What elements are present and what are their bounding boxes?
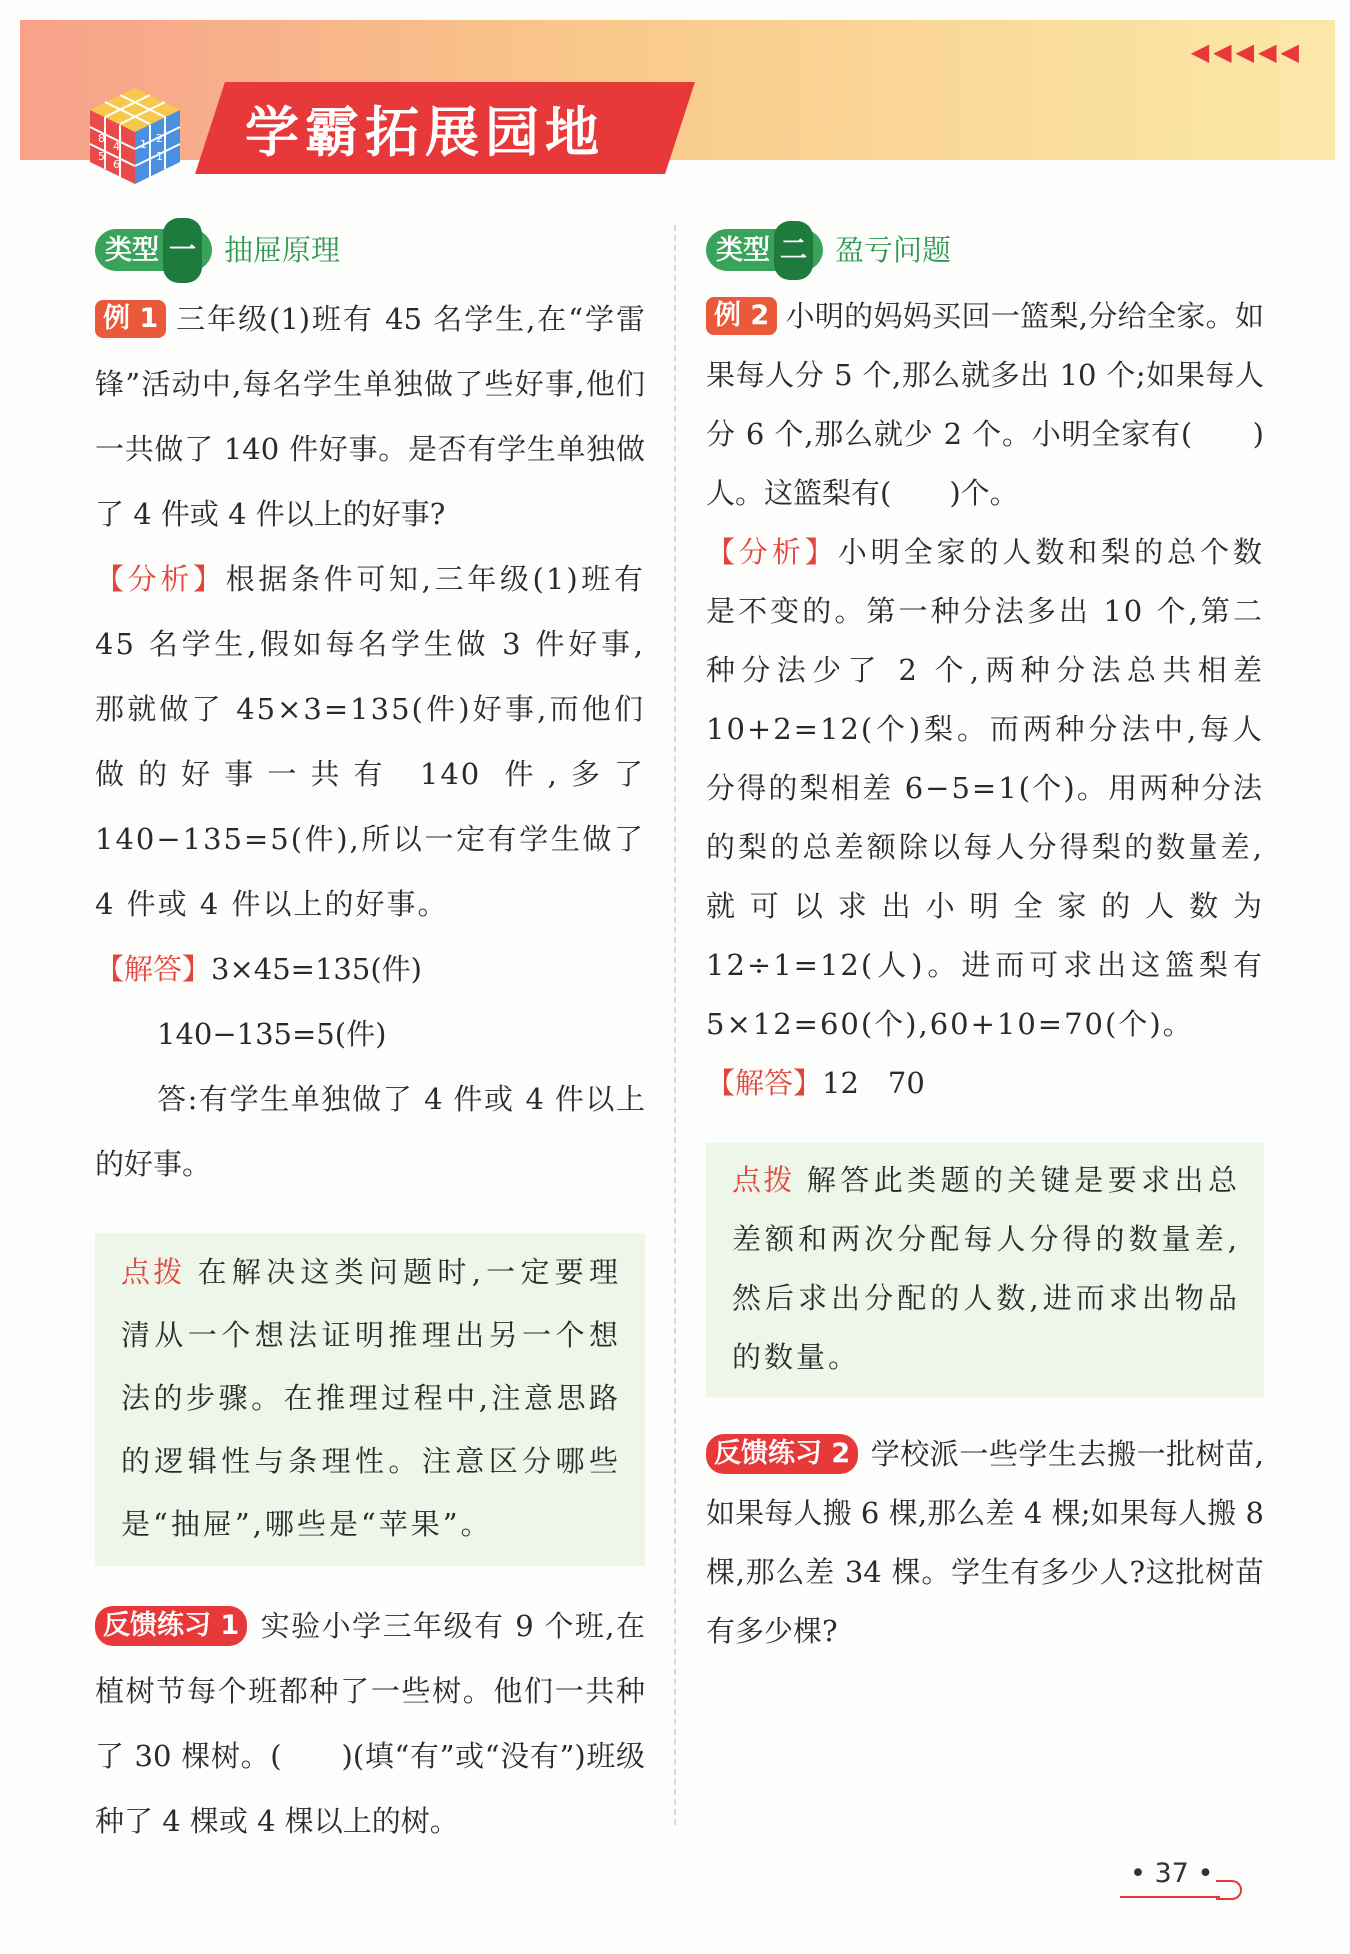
page-title: 学霸拓展园地 — [245, 101, 605, 164]
footer-line — [1120, 1896, 1220, 1898]
footer-hook-icon — [1216, 1880, 1242, 1900]
tip-box: 点拨 解答此类题的关键是要求出总差额和两次分配每人分得的数量差,然后求出分配的人数,进而求出物品的数量。 — [706, 1143, 1264, 1397]
svg-text:4: 4 — [113, 140, 120, 153]
tip-label: 点拨 — [732, 1163, 795, 1197]
answer-1-line3: 答:有学生单独做了 4 件或 4 件以上的好事。 — [95, 1082, 645, 1181]
svg-text:2: 2 — [156, 132, 163, 145]
answer-1-line2: 140−135=5(件) — [157, 1017, 387, 1051]
svg-text:1: 1 — [156, 150, 163, 163]
svg-text:5: 5 — [98, 150, 105, 163]
answer-1: 【解答】3×45=135(件) — [95, 952, 422, 986]
analysis-1: 【分析】根据条件可知,三年级(1)班有 45 名学生,假如每名学生做 3 件好事,那就做了 45×3=135(件)好事,而他们做的好事一共有 140 件,多了 140−135=5(件),所以一定有学生做了 4 件或 4 件以上的好事。 — [95, 562, 645, 921]
example-badge: 例 2 — [706, 297, 777, 335]
type-name: 抽屉原理 — [224, 232, 341, 267]
page-footer — [1120, 1858, 1250, 1898]
example-badge: 例 1 — [95, 300, 166, 338]
tip-box: 点拨 在解决这类问题时,一定要理清从一个想法证明推理出另一个想法的步骤。在推理过程中,注意思路的逻辑性与条理性。注意区分哪些是“抽屉”,哪些是“苹果”。 — [95, 1233, 645, 1566]
rubiks-cube-icon — [80, 80, 190, 190]
section-header — [20, 20, 1335, 187]
example-2: 例 2 小明的妈妈买回一篮梨,分给全家。如果每人分 5 个,那么就多出 10 个;如果每人分 6 个,那么就少 2 个。小明全家有( )人。这篮梨有( )个。 — [706, 299, 1264, 510]
type-heading — [706, 225, 1264, 275]
svg-text:6: 6 — [113, 158, 120, 171]
column-divider — [674, 225, 676, 1825]
feedback-badge: 反馈练习 2 — [706, 1434, 858, 1474]
svg-text:8: 8 — [98, 132, 105, 145]
decorative-arrows-icon: ◀◀◀◀◀ — [1190, 38, 1303, 66]
feedback-badge: 反馈练习 1 — [95, 1606, 247, 1646]
type-badge: 类型 二 — [706, 229, 823, 271]
right-column — [706, 225, 1264, 1661]
answer-2: 【解答】12 70 — [706, 1066, 925, 1100]
feedback-2: 反馈练习 2 学校派一些学生去搬一批树苗,如果每人搬 6 棵,那么差 4 棵;如果每人搬 8 棵,那么差 34 棵。学生有多少人?这批树苗有多少棵? — [706, 1425, 1264, 1661]
type-name: 盈亏问题 — [835, 232, 952, 267]
type-badge: 类型 一 — [95, 229, 212, 271]
analysis-2: 【分析】小明全家的人数和梨的总个数是不变的。第一种分法多出 10 个,第二种分法少了 2 个,两种分法总共相差 10+2=12(个)梨。而两种分法中,每人分得的梨相差 6−5=1(个)。用两种分法的梨的总差额除以每人分得梨的数量差,就可以求出小明全家的人数为 12÷1=12(人)。进而可求出这篮梨有 5×12=60(个),60+10=70(个)。 — [706, 535, 1264, 1041]
svg-text:2: 2 — [113, 174, 120, 187]
svg-text:3: 3 — [98, 168, 105, 181]
left-column — [95, 225, 645, 1854]
page-number: • 37 • — [1130, 1858, 1214, 1889]
example-1: 例 1 三年级(1)班有 45 名学生,在“学雷锋”活动中,每名学生单独做了些好事,他们一共做了 140 件好事。是否有学生单独做了 4 件或 4 件以上的好事? — [95, 302, 645, 531]
type-heading — [95, 225, 645, 275]
svg-text:1: 1 — [140, 138, 147, 151]
tip-label: 点拨 — [121, 1255, 186, 1289]
feedback-1: 反馈练习 1 实验小学三年级有 9 个班,在植树节每个班都种了一些树。他们一共种了 30 棵树。( )(填“有”或“没有”)班级种了 4 棵或 4 棵以上的树。 — [95, 1594, 645, 1854]
